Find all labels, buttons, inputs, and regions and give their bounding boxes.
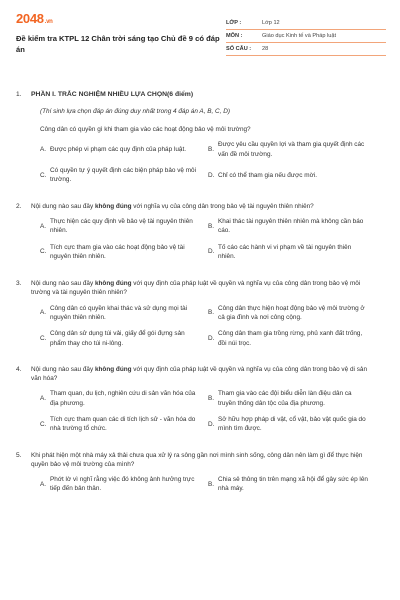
option-letter: B. (208, 395, 215, 403)
option-text: Chia sẻ thông tin trên mạng xã hội để gây sức ép lên nhà máy. (218, 476, 368, 493)
header-left (16, 10, 221, 76)
stem-emphasis: không đúng (94, 365, 132, 373)
option-text: Công dân tham gia trồng rừng, phủ xanh đất trống, đồi núi trọc. (218, 330, 363, 347)
stem-emphasis: không đúng (94, 280, 132, 288)
answer-options (40, 389, 376, 433)
stem-text: Nội dung nào sau đây (31, 365, 95, 373)
meta-label: LỚP : (226, 19, 242, 26)
option-text: Phớt lờ vì nghĩ rằng việc đó không ảnh hưởng trực tiếp đến bản thân. (50, 476, 195, 493)
site-logo[interactable] (16, 10, 221, 28)
option-text: Được yêu cầu quyền lợi và tham gia quyết định các vấn đề môi trường. (218, 141, 365, 158)
question-4 (16, 365, 386, 434)
question-text (31, 202, 386, 212)
option-text: Có quyền tự ý quyết định các biện pháp bảo vệ môi trường. (50, 166, 197, 184)
option-letter: C. (40, 171, 47, 179)
question-stem (16, 279, 386, 298)
option-letter: C. (40, 420, 47, 428)
option-b[interactable] (208, 389, 376, 408)
option-c[interactable] (40, 243, 208, 262)
option-text: Chỉ có thể tham gia nếu được mời. (218, 171, 317, 179)
question-number: 2. (16, 202, 22, 210)
question-text (31, 279, 386, 298)
option-letter: C. (40, 248, 47, 256)
question-stem (40, 125, 386, 134)
stem-text: với quy định của pháp luật về quyền và nghĩa vụ của công dân trong bảo vệ di sản văn hóa? (31, 365, 368, 383)
section-heading (16, 90, 386, 100)
stem-text: Nội dung nào sau đây (31, 202, 95, 210)
question-5 (16, 451, 386, 494)
question-2 (16, 202, 386, 262)
meta-value: Giáo dục Kinh tế và Pháp luật (262, 32, 337, 39)
option-text: Khai thác tài nguyên thiên nhiên mà không cần báo cáo. (218, 218, 364, 235)
option-a[interactable] (40, 389, 208, 408)
answer-options (40, 304, 376, 348)
stem-text: với nghĩa vụ của công dân trong bảo vệ tài nguyên thiên nhiên? (131, 202, 314, 210)
logo-text: 2048 (16, 11, 44, 26)
option-letter: D. (208, 420, 215, 428)
section-title: PHẦN I. TRẮC NGHIỆM NHIỀU LỰA CHỌN(6 điểm) (31, 91, 194, 98)
answer-options (40, 217, 376, 261)
stem-emphasis: không đúng (94, 202, 132, 210)
option-a[interactable] (40, 304, 208, 323)
option-letter: D. (208, 334, 215, 342)
option-letter: B. (208, 222, 215, 230)
option-d[interactable] (208, 415, 376, 434)
document-header (16, 10, 386, 76)
meta-label: MÔN : (226, 32, 243, 39)
stem-text: với quy định của pháp luật về quyền và nghĩa vụ của công dân trong bảo vệ môi trường và tài nguyên thiên nhiên? (31, 280, 361, 297)
question-text: Khi phát hiện một nhà máy xả thải chưa qua xử lý ra sông gần nơi mình sinh sống, công dân nên làm gì để thực hiện quyền bảo vệ môi trường của mình? (31, 451, 363, 468)
option-letter: A. (40, 395, 47, 403)
question-3 (16, 279, 386, 348)
option-text: Sở hữu hợp pháp di vật, cổ vật, bảo vật quốc gia do mình tìm được. (218, 416, 366, 433)
option-letter: B. (208, 309, 215, 317)
option-text: Tham quan, du lịch, nghiên cứu di sản văn hóa của địa phương. (50, 390, 196, 407)
section-number: 1. (16, 91, 22, 98)
option-letter: C. (40, 334, 47, 342)
question-stem (16, 202, 386, 212)
option-c[interactable] (40, 415, 208, 434)
question-stem (16, 365, 386, 384)
section-instruction: (Thí sinh lựa chọn đáp án đúng duy nhất trong 4 đáp án A, B, C, D) (40, 107, 230, 115)
option-letter: A. (40, 309, 47, 317)
option-text: Được phép vi phạm các quy định của pháp luật. (50, 146, 187, 154)
option-text: Công dân thực hiện hoạt động bảo vệ môi trường ở cả gia đình và nơi công cộng. (218, 304, 365, 322)
option-text: Thực hiện các quy định về bảo vệ tài nguyên thiên nhiên. (50, 218, 193, 235)
question-number: 4. (16, 365, 22, 373)
meta-row-class (226, 17, 386, 30)
option-b[interactable] (208, 304, 376, 323)
question-1 (16, 125, 386, 184)
option-b[interactable] (208, 475, 376, 494)
option-a[interactable] (40, 217, 208, 236)
stem-text: Nội dung nào sau đây (31, 280, 95, 288)
option-letter: D. (208, 248, 215, 256)
option-c[interactable] (40, 166, 208, 185)
question-text (31, 365, 386, 384)
option-letter: A. (40, 480, 47, 488)
meta-label: SỐ CÂU : (226, 45, 252, 52)
question-number: 3. (16, 280, 22, 288)
answer-options (40, 475, 376, 494)
option-text: Tích cực tham gia vào các hoạt động bảo vệ tài nguyên thiên nhiên. (50, 243, 185, 260)
logo-suffix: .vn (44, 19, 53, 25)
option-letter: B. (208, 146, 215, 154)
option-d[interactable] (208, 166, 376, 185)
option-letter: A. (40, 146, 47, 154)
option-d[interactable] (208, 243, 376, 262)
meta-row-question-count (226, 43, 386, 56)
option-b[interactable] (208, 217, 376, 236)
meta-table (226, 17, 386, 76)
option-a[interactable] (40, 475, 208, 494)
document-title: Đề kiểm tra KTPL 12 Chân trời sáng tạo Chủ đề 9 có đáp án (16, 34, 220, 54)
question-text: Công dân có quyền gì khi tham gia vào các hoạt động bảo vệ môi trường? (40, 126, 251, 134)
question-number: 5. (16, 451, 22, 459)
option-letter: B. (208, 480, 215, 488)
meta-value: 28 (262, 45, 269, 52)
question-stem (16, 451, 386, 470)
meta-value: Lớp 12 (262, 19, 280, 26)
option-text: Tố cáo các hành vi vi phạm về tài nguyên thiên nhiên. (218, 243, 352, 260)
option-text: Công dân sử dụng túi vải, giấy để gói đựng sản phẩm thay cho túi ni-lông. (50, 330, 185, 347)
meta-row-subject (226, 30, 386, 43)
option-c[interactable] (40, 329, 208, 348)
option-text: Công dân có quyền khai thác và sử dụng mọi tài nguyên thiên nhiên. (50, 304, 188, 322)
option-text: Tích cực tham quan các di tích lịch sử - văn hóa do nhà trường tổ chức. (50, 416, 196, 433)
option-b[interactable] (208, 140, 376, 159)
option-letter: D. (208, 171, 215, 179)
option-text: Tham gia vào các đội biểu diễn làn điệu dân ca truyền thống dân tộc của địa phương. (218, 390, 352, 407)
option-letter: A. (40, 222, 47, 230)
answer-options (40, 140, 376, 184)
option-a[interactable] (40, 140, 208, 159)
option-d[interactable] (208, 329, 376, 348)
